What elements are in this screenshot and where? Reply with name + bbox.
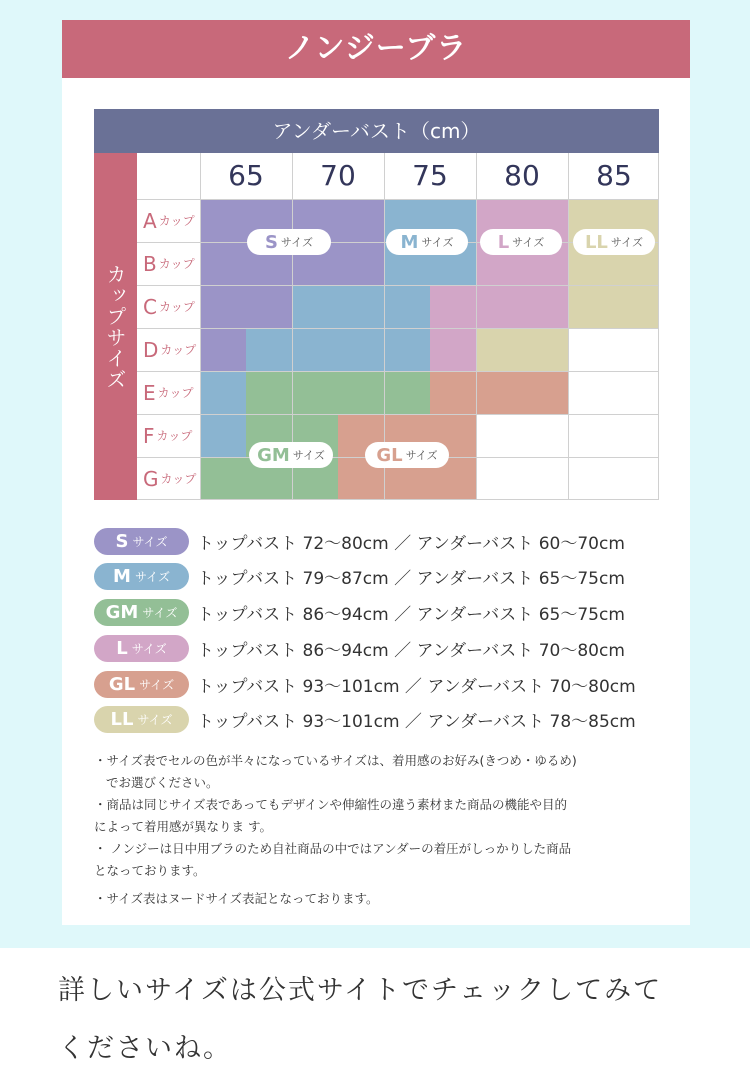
note-line: ・ ノンジーは日中用ブラのため自社商品の中ではアンダーの着圧がしっかりした商品 [94,841,572,856]
legend-row-l [94,633,664,663]
legend-text: トップバスト 86〜94cm ／ アンダーバスト 65〜75cm [197,604,625,625]
col-header: 70 [320,159,356,192]
note-line: となっております。 [94,863,206,878]
legend-pill: M サイズ [94,563,189,590]
footer-message [58,962,718,1078]
size-chart-card [62,20,690,925]
row-header-a: A カップ [143,208,195,233]
col-header: 75 [412,159,448,192]
size-pill-l: L サイズ [480,229,562,255]
size-pill-gm: GM サイズ [249,442,333,468]
footer-line: くださいね。 [58,1033,232,1064]
cell-gl [430,371,568,414]
note-line: ・サイズ表でセルの色が半々になっているサイズは、着用感のお好み(きつめ・ゆるめ) [94,753,577,768]
cell-m [200,414,246,457]
cell-m [200,371,246,414]
legend-pill: L サイズ [94,635,189,662]
cell-s [200,328,246,371]
row-header-f: F カップ [143,423,193,448]
legend-text: トップバスト 72〜80cm ／ アンダーバスト 60〜70cm [197,533,625,554]
legend-text: トップバスト 86〜94cm ／ アンダーバスト 70〜80cm [197,640,625,661]
cell-ll [476,328,568,371]
legend-pill: GM サイズ [94,599,189,626]
cell-l [430,328,476,371]
legend-row-ll [94,704,664,734]
size-pill-s: S サイズ [247,229,331,255]
size-pill-gl: GL サイズ [365,442,449,468]
row-header-g: G カップ [143,466,197,491]
col-header: 80 [504,159,540,192]
col-header: 85 [596,159,632,192]
legend-row-s [94,526,664,556]
cell-l [430,285,568,328]
note-line: ・商品は同じサイズ表であってもデザインや伸縮性の違う素材また商品の機能や目的 [94,797,568,812]
legend-pill: GL サイズ [94,671,189,698]
legend-text: トップバスト 93〜101cm ／ アンダーバスト 70〜80cm [197,676,636,697]
underbust-header: アンダーバスト（cm） [94,109,659,153]
footer-line: 詳しいサイズは公式サイトでチェックしてみて [58,975,663,1006]
cell-m [246,328,430,371]
cell-s [200,285,292,328]
legend-row-gl [94,669,664,699]
size-notes [94,750,674,910]
note-line: によって着用感が異なりま す。 [94,819,272,834]
size-grid [137,153,659,500]
row-header-c: C カップ [143,294,195,319]
legend-row-gm [94,597,664,627]
legend-text: トップバスト 93〜101cm ／ アンダーバスト 78〜85cm [197,711,636,732]
row-header-b: B カップ [143,251,195,276]
legend-text: トップバスト 79〜87cm ／ アンダーバスト 65〜75cm [197,568,625,589]
note-line: でお選びください。 [106,775,219,790]
cell-gm [246,371,430,414]
chart-title: ノンジーブラ [62,20,690,78]
row-header-d: D カップ [143,337,197,362]
note-line: ・サイズ表はヌードサイズ表記となっております。 [94,891,379,906]
legend-row-m [94,561,664,591]
cell-m [292,285,430,328]
legend-pill: LL サイズ [94,706,189,733]
cell-ll [568,285,659,328]
size-pill-m: M サイズ [386,229,468,255]
legend-pill: S サイズ [94,528,189,555]
col-header: 65 [228,159,264,192]
size-pill-ll: LL サイズ [573,229,655,255]
cup-size-label: カップサイズ [94,153,137,500]
row-header-e: E カップ [143,380,194,405]
